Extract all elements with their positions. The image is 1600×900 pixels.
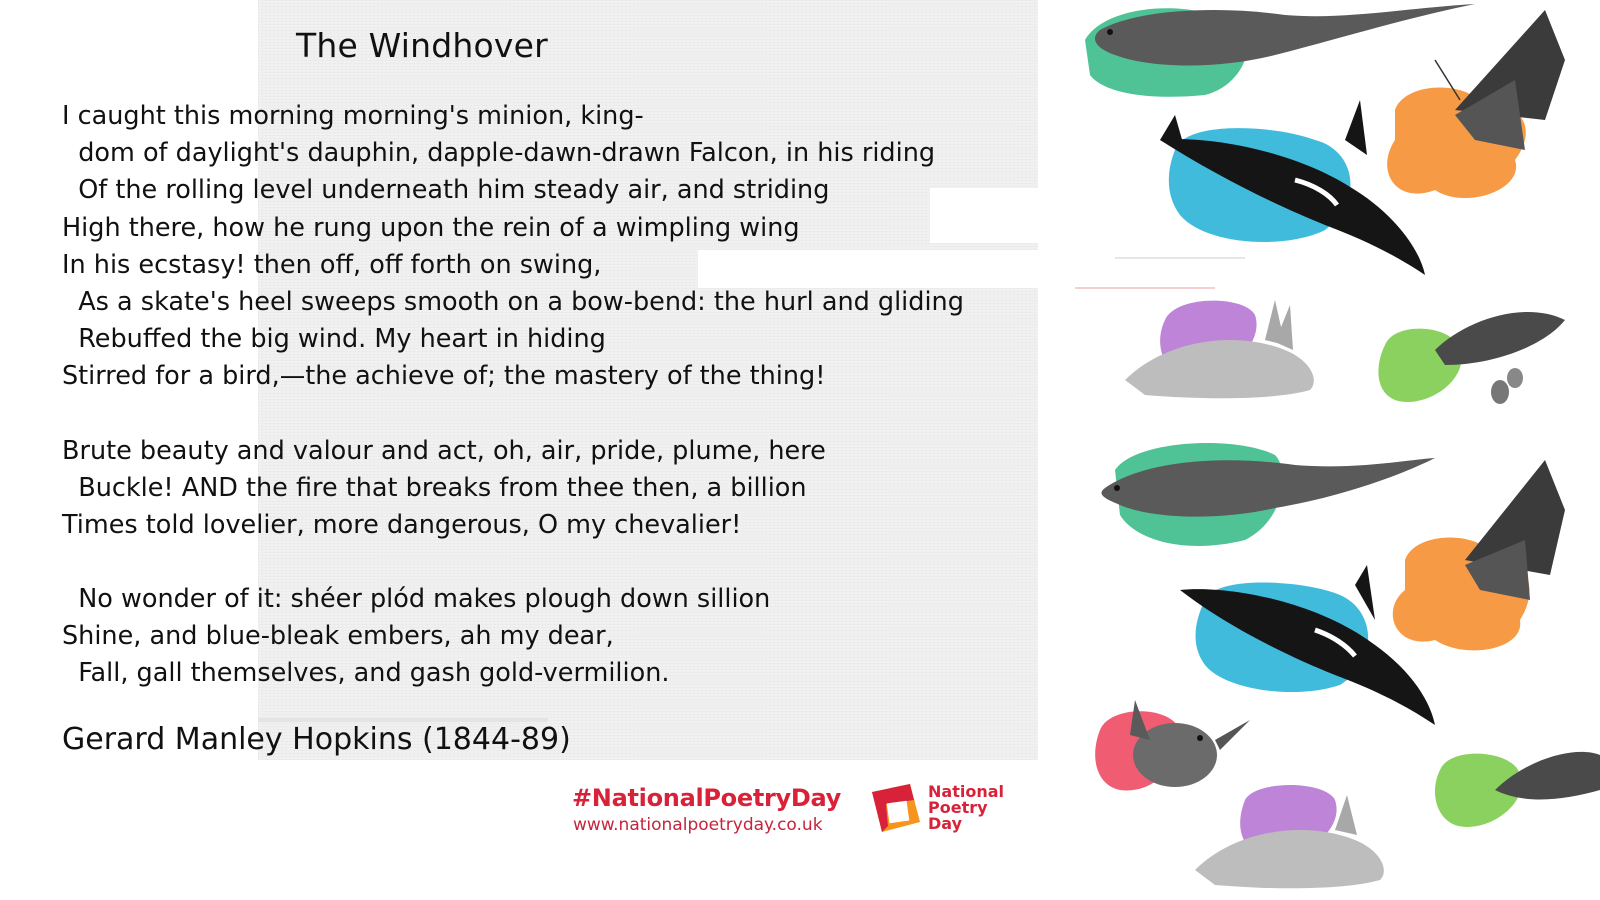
otter-illustration [1101, 443, 1435, 546]
logo-wordmark [928, 784, 1004, 832]
orca-illustration [1160, 100, 1425, 275]
stanza-3 [62, 581, 1042, 693]
poem-line: As a skate's heel sweeps smooth on a bow-bend: the hurl and gliding [62, 286, 964, 317]
logo-mark-icon [870, 782, 922, 834]
poem-line: dom of daylight's dauphin, dapple-dawn-drawn Falcon, in his riding [62, 138, 936, 169]
poem-line: Of the rolling level underneath him steady air, and striding [62, 175, 830, 206]
otter-illustration [1085, 4, 1475, 97]
butterfly-illustration [1393, 460, 1565, 650]
butterfly-illustration [1387, 10, 1565, 198]
poem-line: Rebuffed the big wind. My heart in hiding [62, 324, 606, 355]
poem-line: In his ecstasy! then off, off forth on swing, [62, 249, 602, 280]
stanza-1 [62, 98, 1042, 396]
hashtag-text: #NationalPoetryDay [572, 784, 842, 812]
wren-illustration [1095, 700, 1250, 790]
national-poetry-day-logo [870, 782, 1010, 838]
poem-line: Times told lovelier, more dangerous, O my chevalier! [62, 509, 742, 540]
poem-line: High there, how he rung upon the rein of a wimpling wing [62, 212, 800, 243]
orca-illustration [1180, 565, 1435, 725]
poem-line: Brute beauty and valour and act, oh, air, pride, plume, here [62, 435, 826, 466]
hare-illustration [1195, 785, 1384, 888]
website-link[interactable]: www.nationalpoetryday.co.uk [573, 815, 823, 835]
oak-leaf-illustration [1435, 752, 1600, 827]
poem-author: Gerard Manley Hopkins (1844-89) [62, 722, 571, 757]
oak-leaf-illustration [1378, 312, 1565, 404]
logo-line: Day [928, 814, 963, 833]
hare-illustration [1125, 300, 1314, 398]
logo-line: National [928, 782, 1004, 801]
stanza-2 [62, 433, 1042, 545]
poem-line: Shine, and blue-bleak embers, ah my dear, [62, 621, 614, 652]
poem-line: I caught this morning morning's minion, king- [62, 101, 644, 131]
poem-body [62, 98, 1042, 730]
poem-title: The Windhover [296, 26, 548, 65]
poem-line: Buckle! AND the fire that breaks from thee then, a billion [62, 472, 807, 503]
wildlife-illustration-panel [1075, 0, 1600, 900]
poem-line: No wonder of it: shéer plód makes plough down sillion [62, 584, 771, 615]
poem-line: Fall, gall themselves, and gash gold-vermilion. [62, 658, 670, 689]
poem-line: Stirred for a bird,—the achieve of; the mastery of the thing! [62, 361, 826, 392]
logo-line: Poetry [928, 798, 988, 817]
